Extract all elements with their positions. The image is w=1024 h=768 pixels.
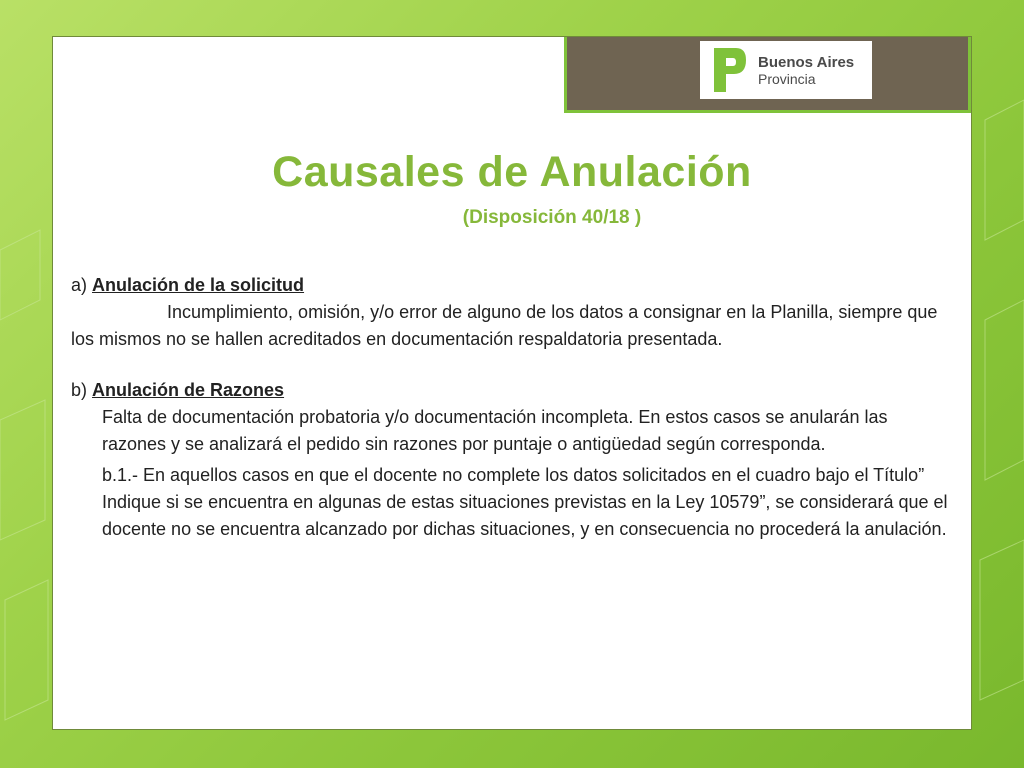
section-b-prefix: b)	[71, 380, 93, 400]
section-a-body: Incumplimiento, omisión, y/o error de alguno de los datos a consignar en la Planilla, siempre que los mismos no se hallen acreditados en documentación respaldatoria presentada.	[71, 302, 938, 349]
section-b-heading	[71, 377, 951, 404]
slide-subtitle: (Disposición 40/18 )	[462, 207, 642, 228]
logo-backing	[567, 37, 968, 110]
section-a-prefix: a)	[71, 275, 93, 295]
provincia-p-logo-icon	[710, 44, 748, 96]
section-b-body: Falta de documentación probatoria y/o documentación incompleta. En estos casos se anularán las razones y se analizará el pedido sin razones por puntaje o antigüedad según corresponda.	[102, 407, 888, 454]
section-a-heading	[71, 272, 951, 299]
section-a-title: Anulación de la solicitud	[92, 275, 305, 295]
slide-title: Causales de Anulación	[272, 148, 752, 196]
logo-line-2: Provincia	[758, 70, 816, 87]
logo-line-1: Buenos Aires	[758, 53, 855, 71]
section-b1-body: b.1.- En aquellos casos en que el docente no complete los datos solicitados en el cuadro bajo el Título” Indique si se encuentra en algunas de estas situaciones previstas en la Ley 10579”, se considerará que el docente no se encuentra alcanzado por dichas situaciones, y en consecuencia no procederá la anulación.	[102, 465, 948, 539]
slide-body	[71, 272, 951, 543]
buenos-aires-logo	[700, 41, 872, 99]
logo-frame	[564, 37, 971, 113]
section-b-title: Anulación de Razones	[92, 380, 285, 400]
